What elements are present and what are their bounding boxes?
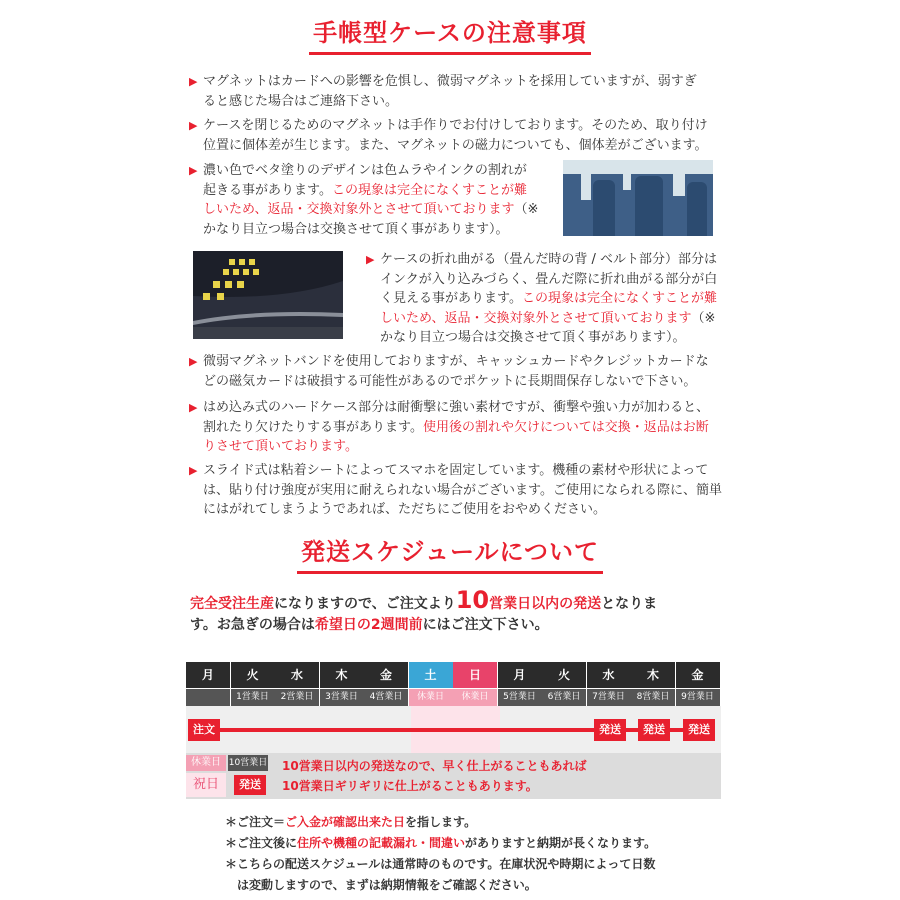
note-line: ると感じた場合はご連絡下さい。 — [203, 93, 399, 109]
businessday-cell: 6営業日 — [542, 689, 586, 706]
weekday-cell: 金 — [364, 662, 408, 688]
note-item — [189, 398, 723, 457]
weekday-cell: 木 — [631, 662, 675, 688]
intro-highlight: 営業日以内の発送 — [489, 596, 602, 612]
note-line: ケースの折れ曲がる（畳んだ時の背 / ベルト部分）部分は — [380, 252, 717, 267]
fold-photo-graphic — [193, 251, 343, 339]
note-line: は、貼り付け強度が実用に耐えられない場合がございます。ご使用になられる際に、簡単 — [203, 482, 722, 498]
note-warning: 使用後の割れや欠けについては交換・返品はお断 — [422, 419, 709, 435]
bullet-arrow-icon: ▶ — [366, 253, 375, 266]
note-warning: この現象は完全になくすことが難 — [521, 291, 717, 306]
footnote-text: ＊こちらの配送スケジュールは通常時のものです。在庫状況や時期によって日数 — [225, 857, 656, 871]
note-line: インクが入り込みづらく、畳んだ際に折れ曲がる部分が白 — [380, 271, 718, 287]
weekday-cell: 月 — [186, 662, 230, 688]
businessday-cell: 4営業日 — [364, 689, 408, 706]
note-line: 濃い色でベタ塗りのデザインは色ムラやインクの割れが — [203, 163, 527, 178]
intro-highlight: 希望日の2週間前 — [314, 617, 423, 633]
footnote — [225, 812, 715, 833]
note-text: 起きる事があります。 — [203, 182, 332, 198]
footnote-text: ＊ご注文＝ — [225, 815, 286, 829]
note-warning: しいため、返品・交換対象外とさせて頂いております — [380, 310, 692, 326]
weekday-cell: 土 — [409, 662, 453, 688]
businessday-cell: 休業日 — [453, 689, 497, 706]
intro-highlight: 完全受注生産 — [190, 596, 274, 612]
note-line: にはがれてしまうようであれば、ただちにご使用をおやめください。 — [203, 502, 607, 517]
weekday-cell: 月 — [498, 662, 542, 688]
note-warning: りさせて頂いております。 — [203, 439, 358, 454]
note-line: 位置に個体差が生じます。また、マグネットの磁力についても、個体差がございます。 — [203, 137, 708, 153]
note-line: かなり目立つ場合は交換させて頂く事があります）。 — [203, 221, 509, 237]
footnote-text: を指します。 — [405, 815, 477, 829]
note-text: （※ — [691, 310, 716, 326]
bullet-arrow-icon: ▶ — [189, 119, 198, 132]
bullet-arrow-icon: ▶ — [189, 75, 198, 88]
note-item — [366, 250, 720, 348]
weekday-cell: 火 — [542, 662, 586, 688]
note-line: スライド式は粘着シートによってスマホを固定しています。機種の素材や形状によって — [203, 463, 709, 478]
ship-tag: 発送 — [683, 719, 715, 741]
businessday-cell: 9営業日 — [676, 689, 720, 706]
note-item — [189, 352, 718, 391]
fold-whitening-photo — [193, 251, 343, 339]
note-line: どの磁気カードは破損する可能性があるのでポケットに長期間保存しないで下さい。 — [203, 373, 697, 389]
note-item — [189, 461, 723, 520]
legend-day10: 10営業日 — [228, 755, 268, 771]
ship-tag: 発送 — [638, 719, 670, 741]
intro-big-number: 10 — [455, 586, 490, 614]
footnote — [225, 854, 715, 896]
footnote-text: は変動しますので、まずは納期情報をご確認ください。 — [237, 878, 537, 892]
footnote — [225, 833, 715, 854]
shipping-intro — [190, 586, 730, 636]
businessday-cell — [186, 689, 230, 706]
ship-tag-legend: 発送 — [234, 775, 266, 795]
note-item — [189, 116, 713, 155]
bullet-arrow-icon: ▶ — [189, 164, 198, 177]
intro-text: となりま — [601, 596, 658, 612]
weekday-cell: 日 — [453, 662, 497, 688]
footnote-text: がありますと納期が長くなります。 — [465, 836, 657, 850]
businessday-cell: 1営業日 — [231, 689, 275, 706]
bullet-arrow-icon: ▶ — [189, 355, 198, 368]
note-text: （※ — [514, 202, 539, 217]
calendar-message — [282, 756, 586, 796]
businessday-cell: 休業日 — [409, 689, 453, 706]
order-tag: 注文 — [188, 719, 220, 741]
note-text: 割れたり欠けたりする事があります。 — [203, 419, 423, 435]
calendar-weekday-row — [186, 662, 721, 688]
notes-title: 手帳型ケースの注意事項 — [309, 18, 591, 55]
note-warning: この現象は完全になくすことが難 — [331, 182, 527, 198]
bullet-arrow-icon: ▶ — [189, 401, 198, 414]
businessday-cell: 7営業日 — [587, 689, 631, 706]
weekday-cell: 木 — [320, 662, 364, 688]
note-warning: しいため、返品・交換対象外とさせて頂いております — [203, 202, 515, 217]
schedule-line — [210, 728, 700, 732]
note-item — [189, 72, 713, 111]
note-line: マグネットはカードへの影響を危惧し、微弱マグネットを採用していますが、弱すぎ — [203, 74, 697, 89]
businessday-cell: 5営業日 — [498, 689, 542, 706]
shipping-calendar — [186, 662, 721, 802]
note-line: はめ込み式のハードケース部分は耐衝撃に強い素材ですが、衝撃や強い力が加わると、 — [203, 400, 710, 415]
calendar-message-line: 10営業日以内の発送なので、早く仕上がることもあれば — [282, 759, 587, 773]
section-title-notes — [0, 18, 900, 55]
intro-text: になりますので、ご注文より — [274, 596, 456, 612]
footnote-text: ＊ご注文後に — [225, 836, 298, 850]
ink-unevenness-photo — [563, 160, 713, 236]
footnote-highlight: 住所や機種の記載漏れ・間違い — [297, 836, 466, 850]
note-text: く見える事があります。 — [380, 291, 522, 306]
note-line: 微弱マグネットバンドを使用しておりますが、キャッシュカードやクレジットカードな — [203, 354, 709, 369]
shipping-title: 発送スケジュールについて — [297, 537, 603, 574]
note-line: ケースを閉じるためのマグネットは手作りでお付けしております。そのため、取り付け — [203, 118, 708, 133]
intro-text: にはご注文下さい。 — [422, 617, 549, 633]
businessday-cell: 8営業日 — [631, 689, 675, 706]
legend-holiday: 休業日 — [186, 755, 226, 771]
businessday-cell: 3営業日 — [320, 689, 364, 706]
calendar-businessday-row — [186, 688, 721, 706]
bullet-arrow-icon: ▶ — [189, 464, 198, 477]
calendar-message-line: 10営業日ギリギリに仕上がることもあります。 — [282, 779, 538, 793]
ship-tag: 発送 — [594, 719, 626, 741]
footnote-highlight: ご入金が確認出来た日 — [285, 815, 406, 829]
intro-text: す。お急ぎの場合は — [190, 617, 315, 633]
note-item — [189, 161, 553, 239]
weekday-cell: 水 — [275, 662, 319, 688]
note-line: かなり目立つ場合は交換させて頂く事があります）。 — [380, 330, 686, 345]
businessday-cell: 2営業日 — [275, 689, 319, 706]
weekday-cell: 水 — [587, 662, 631, 688]
legend-shukujitsu: 祝日 — [186, 773, 226, 797]
weekday-cell: 金 — [676, 662, 720, 688]
weekday-cell: 火 — [231, 662, 275, 688]
section-title-shipping — [0, 537, 900, 574]
